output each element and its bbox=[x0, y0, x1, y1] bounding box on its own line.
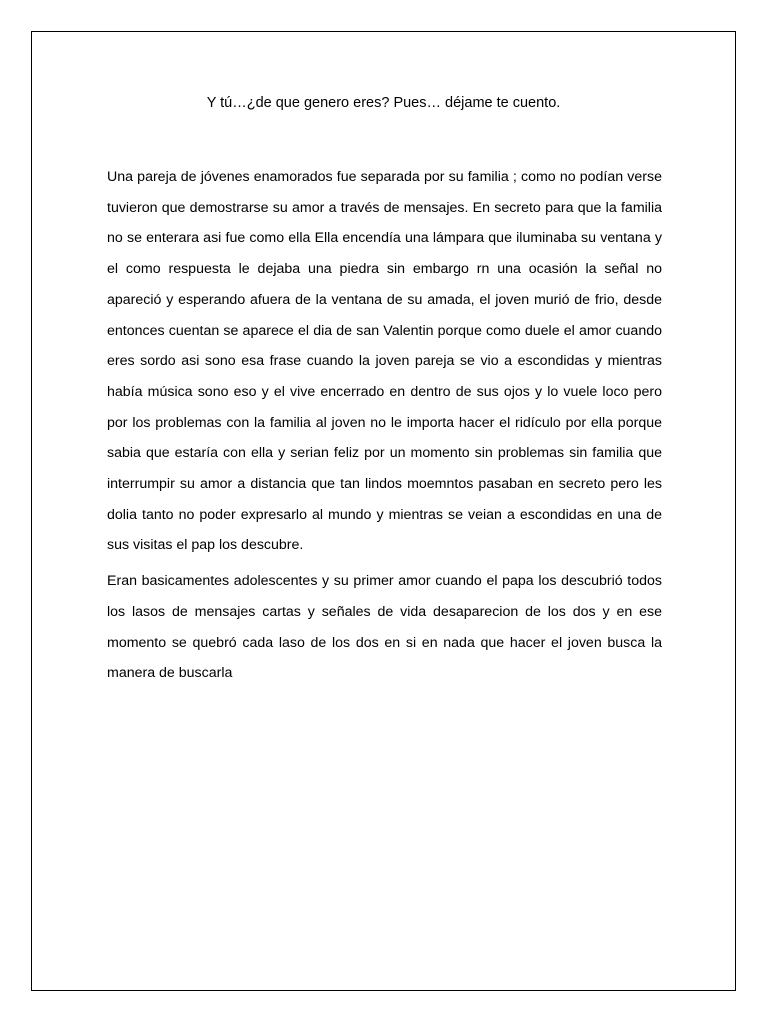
document-body bbox=[107, 162, 662, 694]
paragraph-1: Una pareja de jóvenes enamorados fue separada por su familia ; como no podían verse tuvieron que demostrarse su amor a través de mensajes. En secreto para que la familia no se enterara asi fue como ella Ella encendía una lámpara que iluminaba su ventana y el como respuesta le dejaba una piedra sin embargo rn una ocasión la señal no apareció y esperando afuera de la ventana de su amada, el joven murió de frio, desde entonces cuentan se aparece el dia de san Valentin porque como duele el amor cuando eres sordo asi sono esa frase cuando la joven pareja se vio a escondidas y mientras había música sono eso y el vive encerrado en dentro de sus ojos y lo vuele loco pero por los problemas con la familia al joven no le importa hacer el ridículo por ella porque sabia que estaría con ella y serian feliz por un momento sin problemas sin familia que interrumpir su amor a distancia que tan lindos moemntos pasaban en secreto pero les dolia tanto no poder expresarlo al mundo y mientras se veian a escondidas en una de sus visitas el pap los descubre. bbox=[107, 169, 662, 554]
paragraph-2: Eran basicamentes adolescentes y su primer amor cuando el papa los descubrió todos los lasos de mensajes cartas y señales de vida desaparecion de los dos y en ese momento se quebró cada laso de los dos en si en nada que hacer el joven busca la manera de buscarla bbox=[107, 573, 662, 682]
document-page bbox=[31, 31, 736, 991]
document-title: Y tú…¿de que genero eres? Pues… déjame te cuento. bbox=[206, 95, 561, 111]
